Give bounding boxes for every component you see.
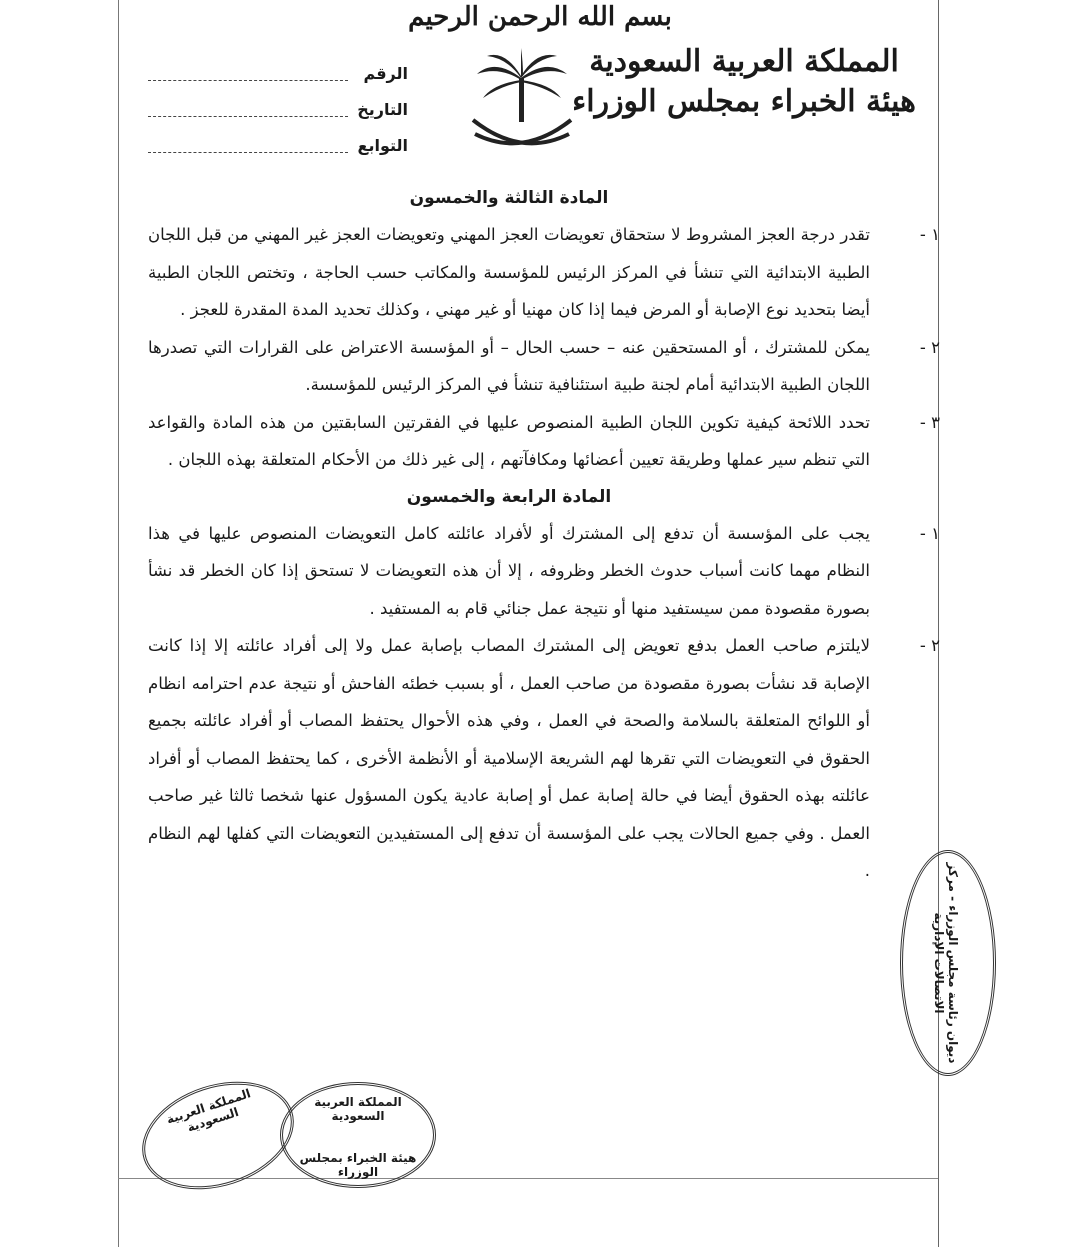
- right-oval-stamp: [900, 850, 996, 1076]
- clause-number: ٢ -: [919, 337, 940, 357]
- article-54-clause-2: [148, 627, 940, 890]
- reference-fields: [148, 55, 408, 163]
- bottom-stamp-2-line-1: المملكة العربية السعودية: [314, 1095, 402, 1123]
- organization-header: [572, 42, 916, 122]
- clause-number: ١ -: [919, 225, 940, 244]
- clause-text: تقدر درجة العجز المشروط لا ستحقاق تعويضات العجز المهني وتعويضات العجز غير المهني من قبل اللجان الطبية الابتدائية التي تنشأ في المركز الرئيس للمؤسسة والمكاتب حسب الحاجة ، وتختص اللجان الطبية أيضا بتحديد نوع الإصابة أو المرض فيما إذا كان مهنيا أو غير مهني ، وكذلك تحديد المدة المقدرة للعجز .: [148, 225, 870, 319]
- ref-attachments-row: [148, 127, 408, 163]
- clause-text: يجب على المؤسسة أن تدفع إلى المشترك أو لأفراد عائلته كامل التعويضات المنصوص عليها في هذا النظام مهما كانت أسباب حدوث الخطر وظروفه ، إلا أن هذه التعويضات لا تستحق إذا كان الخطر قد نشأ بصورة مقصودة ممن سيستفيد منها أو نتيجة عمل جنائي قام به المستفيد .: [148, 523, 870, 618]
- right-stamp-text: ديوان رئاسة مجلس الوزراء - مركز الاتصالات الإدارية: [932, 862, 960, 1064]
- ref-date-row: [148, 91, 408, 127]
- org-line-2: هيئة الخبراء بمجلس الوزراء: [572, 84, 916, 119]
- ref-attachments-label: التوابع: [357, 135, 408, 155]
- article-53-clause-3: [148, 404, 940, 479]
- left-margin-line: [118, 0, 119, 1247]
- clause-text: يمكن للمشترك ، أو المستحقين عنه – حسب الحال – أو المؤسسة الاعتراض على القرارات التي تصدرها اللجان الطبية الابتدائية أمام لجنة طبية استئنافية تنشأ في المركز الرئيس للمؤسسة.: [148, 337, 870, 394]
- clause-text: تحدد اللائحة كيفية تكوين اللجان الطبية المنصوص عليها في الفقرتين السابقتين من هذه المادة والقواعد التي تنظم سير عملها وطريقة تعيين أعضائها ومكافآتهم ، إلى غير ذلك من الأحكام المتعلقة بهذه اللجان .: [148, 412, 870, 469]
- document-body: [148, 180, 940, 890]
- org-line-1: المملكة العربية السعودية: [589, 44, 899, 79]
- bottom-left-stamp-2: [280, 1082, 436, 1188]
- clause-text: لايلتزم صاحب العمل بدفع تعويض إلى المشترك المصاب بإصابة عمل ولا إلى أفراد عائلته إلا إذا كانت الإصابة قد نشأت بصورة مقصودة من صاحب العمل ، أو بسبب خطئه الفاحش أو نتيجة عدم احترامه انظام أو اللوائح المتعلقة بالسلامة والصحة في العمل ، وفي هذه الأحوال يحتفظ المصاب أو أفراد عائلته بجميع الحقوق في التعويضات التي تقرها لهم الشريعة الإسلامية أو الأنظمة الأخرى ، كما يحتفظ المصاب أو أفراد عائلته بهذه الحقوق أيضا في حالة إصابة عمل أو إصابة عادية يكون المسؤول عنها شخصا ثالثا غير صاحب العمل . وفي جميع الحالات يجب على المؤسسة أن تدفع إلى المستفيدين التعويضات التي كفلها لهم النظام .: [148, 636, 870, 880]
- article-54-heading: المادة الرابعة والخمسون: [406, 486, 612, 507]
- ref-attachments-line: [148, 138, 348, 153]
- bottom-stamp-2-line-2: هيئة الخبراء بمجلس الوزراء: [299, 1151, 417, 1179]
- article-54-clause-1: [148, 515, 940, 628]
- clause-number: ٢ -: [919, 636, 940, 655]
- article-53-clause-2: [148, 329, 940, 404]
- basmala: بسم الله الرحمن الرحيم: [408, 2, 672, 32]
- ref-number-line: [148, 66, 348, 81]
- palm-swords-emblem-icon: [465, 48, 580, 163]
- ref-number-row: [148, 55, 408, 91]
- article-53-heading: المادة الثالثة والخمسون: [409, 188, 609, 208]
- article-53-clause-1: [148, 216, 940, 329]
- clause-number: ١ -: [919, 523, 940, 543]
- ref-date-line: [148, 102, 348, 117]
- bottom-stamp-1-text: المملكة العربية السعودية: [164, 1086, 253, 1135]
- ref-number-label: الرقم: [363, 63, 408, 83]
- clause-number: ٣ -: [919, 412, 940, 432]
- ref-date-label: التاريخ: [357, 99, 408, 119]
